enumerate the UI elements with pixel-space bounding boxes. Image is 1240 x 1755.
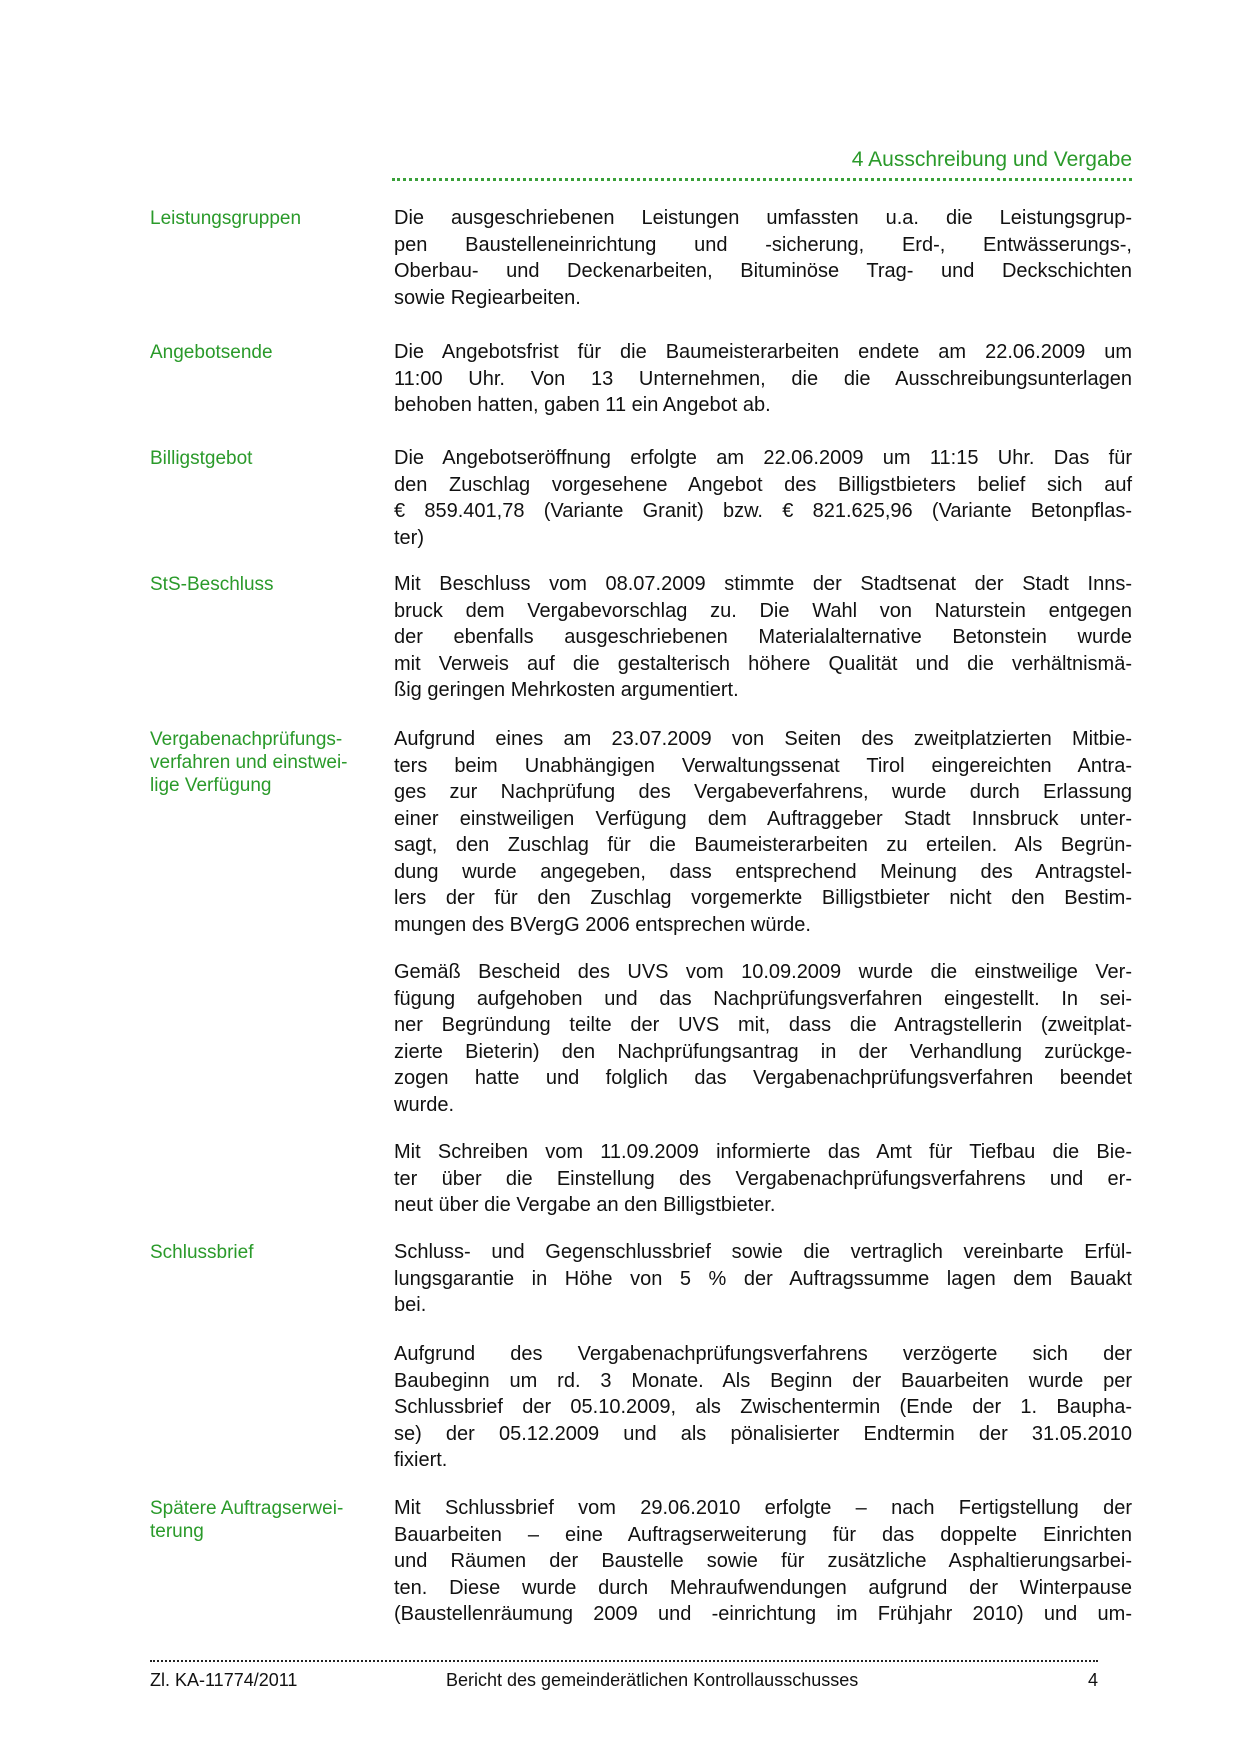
margin-heading-line: verfahren und einstwei- [150,752,348,773]
paragraph [394,1139,1132,1219]
paragraph-line: se) der 05.12.2009 und als pönalisierter Endtermin der 31.05.2010 [394,1422,1132,1445]
paragraph-line: sagt, den Zuschlag für die Baumeisterarbeiten zu erteilen. Als Begrün- [394,834,1132,856]
paragraph-line: € 859.401,78 (Variante Granit) bzw. € 821.625,96 (Variante Betonpflas- [394,500,1132,522]
paragraph-line: Oberbau- und Deckenarbeiten, Bituminöse Trag- und Deckschichten [394,260,1132,282]
paragraph-line: Schlussbrief der 05.10.2009, als Zwischentermin (Ende der 1. Baupha- [394,1396,1132,1418]
margin-heading-line: lige Verfügung [150,775,272,796]
margin-heading-line: StS-Beschluss [150,574,274,595]
margin-heading-line: Schlussbrief [150,1242,254,1263]
paragraph-line: neut über die Vergabe an den Billigstbieter. [394,1194,776,1216]
paragraph-line: Baubeginn um rd. 3 Monate. Als Beginn der Bauarbeiten wurde per [394,1369,1132,1392]
paragraph-line: mungen des BVergG 2006 entsprechen würde. [394,913,811,936]
margin-heading [150,207,370,230]
margin-heading [150,341,370,364]
paragraph [394,339,1132,419]
paragraph-line: zogen hatte und folglich das Vergabenachprüfungsverfahren beendet [394,1067,1132,1089]
margin-heading [150,447,370,470]
margin-heading-line: Vergabenachprüfungs- [150,729,343,750]
paragraph-line: ter über die Einstellung des Vergabenachprüfungsverfahrens und er- [394,1167,1132,1190]
paragraph-line: Mit Beschluss vom 08.07.2009 stimmte der Stadtsenat der Stadt Inns- [394,573,1132,595]
paragraph-line: fügung aufgehoben und das Nachprüfungsverfahren eingestellt. In sei- [394,987,1132,1010]
paragraph [394,205,1132,311]
paragraph [394,445,1132,551]
margin-heading-line: terung [150,1521,204,1542]
paragraph-line: Gemäß Bescheid des UVS vom 10.09.2009 wurde die einstweilige Ver- [394,961,1132,983]
margin-heading [150,573,370,596]
footer-divider [150,1660,1098,1662]
margin-heading-line: Angebotsende [150,342,273,363]
paragraph-line: bruck dem Vergabevorschlag zu. Die Wahl von Naturstein entgegen [394,599,1132,622]
paragraph-line: Aufgrund eines am 23.07.2009 von Seiten des zweitplatzierten Mitbie- [394,728,1132,750]
footer-title: Bericht des gemeinderätlichen Kontrollausschusses [446,1670,859,1690]
margin-heading [150,728,370,797]
running-header-chapter: 4 Ausschreibung und Vergabe [851,148,1132,171]
paragraph-line: lungsgarantie in Höhe von 5 % der Auftragssumme lagen dem Bauakt [394,1267,1132,1290]
paragraph-line: ner Begründung teilte der UVS mit, dass die Antragstellerin (zweitplat- [394,1014,1132,1036]
paragraph-line: Die ausgeschriebenen Leistungen umfassten u.a. die Leistungsgrup- [394,207,1132,229]
paragraph-line: Mit Schreiben vom 11.09.2009 informierte das Amt für Tiefbau die Bie- [394,1141,1132,1163]
paragraph-line: (Baustellenräumung 2009 und -einrichtung im Frühjahr 2010) und um- [394,1603,1132,1625]
paragraph [394,726,1132,938]
margin-heading-line: Spätere Auftragserwei- [150,1498,344,1519]
paragraph-line: 11:00 Uhr. Von 13 Unternehmen, die die Ausschreibungsunterlagen [394,367,1132,390]
paragraph [394,1239,1132,1319]
paragraph-line: zierte Bieterin) den Nachprüfungsantrag in der Verhandlung zurückge- [394,1040,1132,1063]
footer-page-number: 4 [1088,1670,1099,1690]
paragraph-line: pen Baustelleneinrichtung und -sicherung, Erd-, Entwässerungs-, [394,233,1132,256]
paragraph-line: Mit Schlussbrief vom 29.06.2010 erfolgte – nach Fertigstellung der [394,1497,1132,1519]
paragraph-line: ten. Diese wurde durch Mehraufwendungen aufgrund der Winterpause [394,1576,1132,1599]
paragraph [394,1341,1132,1474]
paragraph-line: mit Verweis auf die gestalterisch höhere Qualität und die verhältnismä- [394,652,1132,675]
paragraph [394,571,1132,704]
header-divider [392,178,1132,181]
paragraph-line: ter) [394,526,424,549]
paragraph-line: fixiert. [394,1449,448,1471]
paragraph-line: dung wurde angegeben, dass entsprechend Meinung des Antragstel- [394,860,1132,883]
paragraph-line: Bauarbeiten – eine Auftragserweiterung für das doppelte Einrichten [394,1523,1132,1546]
paragraph-line: und Räumen der Baustelle sowie für zusätzliche Asphaltierungsarbei- [394,1550,1132,1572]
paragraph-line: sowie Regiearbeiten. [394,286,581,309]
margin-heading [150,1241,370,1264]
paragraph-line: den Zuschlag vorgesehene Angebot des Billigstbieters belief sich auf [394,473,1132,496]
margin-heading-line: Leistungsgruppen [150,208,302,229]
paragraph-line: Die Angebotseröffnung erfolgte am 22.06.2009 um 11:15 Uhr. Das für [394,447,1132,469]
paragraph-line: Die Angebotsfrist für die Baumeisterarbeiten endete am 22.06.2009 um [394,341,1132,363]
paragraph-line: Schluss- und Gegenschlussbrief sowie die vertraglich vereinbarte Erfül- [394,1241,1132,1263]
paragraph-line: Aufgrund des Vergabenachprüfungsverfahrens verzögerte sich der [394,1343,1132,1365]
paragraph-line: behoben hatten, gaben 11 ein Angebot ab. [394,394,771,416]
paragraph-line: der ebenfalls ausgeschriebenen Materialalternative Betonstein wurde [394,626,1132,648]
paragraph-line: ges zur Nachprüfung des Vergabeverfahrens, wurde durch Erlassung [394,781,1132,803]
paragraph [394,959,1132,1118]
paragraph-line: lers der für den Zuschlag vorgemerkte Billigstbieter nicht den Bestim- [394,887,1132,909]
margin-heading-line: Billigstgebot [150,448,253,469]
paragraph-line: einer einstweiligen Verfügung dem Auftraggeber Stadt Innsbruck unter- [394,807,1132,830]
paragraph-line: ßig geringen Mehrkosten argumentiert. [394,679,739,701]
paragraph-line: wurde. [394,1093,455,1116]
margin-heading [150,1497,370,1543]
paragraph [394,1495,1132,1628]
paragraph-line: ters beim Unabhängigen Verwaltungssenat Tirol eingereichten Antra- [394,754,1132,777]
paragraph-line: bei. [394,1294,427,1316]
footer-reference: Zl. KA-11774/2011 [150,1670,298,1690]
